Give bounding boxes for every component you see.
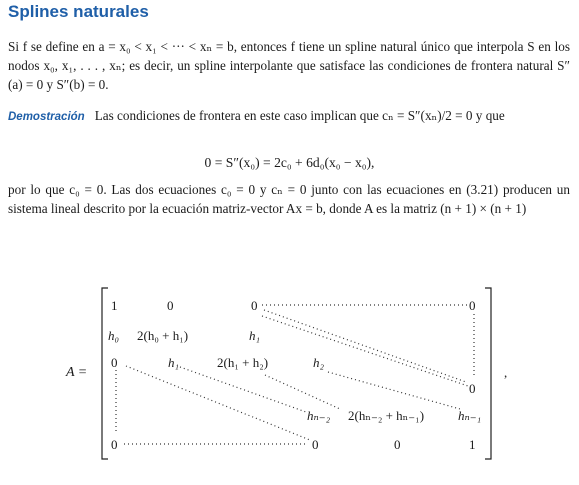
entry-r1c3: 0	[251, 298, 258, 313]
theorem-statement: Si f se define en a = x₀ < x₁ < ··· < xₙ = b, entonces f tiene un spline natural único que interpola S en los nodos x₀, x₁, . . . , xₙ; es decir, un spline interpolante que satisface las condiciones de frontera natural S″(a) = 0 y S″(b) = 0.	[8, 39, 570, 92]
dots-diagonal-6	[328, 372, 460, 409]
entry-r4c3: hₙ₋₁	[458, 408, 482, 423]
entry-r4c2: 2(hₙ₋₂ + hₙ₋₁)	[348, 408, 425, 423]
dots-diagonal-3	[265, 375, 340, 409]
matrix-trailing-comma: ,	[504, 365, 508, 380]
entry-r1c1: 1	[111, 298, 118, 313]
proof-continuation: por lo que c₀ = 0. Las dos ecuaciones c₀ = 0 y cₙ = 0 junto con las ecuaciones en (3.21) producen un sistema lineal descrito por la ecuación matriz-vector Ax = b, donde A es la matriz (n + 1) × (n + 1)	[8, 182, 570, 216]
matrix-A	[0, 282, 579, 467]
dots-diagonal-4	[264, 310, 466, 382]
entry-r4c1: hₙ₋₂	[307, 408, 331, 423]
matrix-brackets-and-dots	[0, 282, 579, 467]
proof-text-1: Las condiciones de frontera en este caso implican que cₙ = S″(xₙ)/2 = 0 y que	[94, 108, 505, 123]
matrix-lhs: A =	[66, 365, 88, 380]
dots-diagonal-2	[180, 367, 306, 412]
entry-r5c1: 0	[111, 437, 118, 452]
left-bracket	[102, 288, 108, 459]
proof-label: Demostración	[8, 111, 85, 123]
entry-r5c2: 0	[312, 437, 319, 452]
dots-diagonal-5	[262, 316, 468, 386]
boundary-equation: 0 = S″(x₀) = 2c₀ + 6d₀(x₀ − x₀),	[204, 155, 375, 170]
entry-r3c2: h₁	[168, 355, 180, 370]
entry-r1c-last: 0	[469, 298, 476, 313]
entry-r3c3: 2(h₁ + h₂)	[217, 355, 269, 370]
entry-r3c-last: 0	[469, 381, 476, 396]
entry-r2c2: 2(h₀ + h₁)	[137, 328, 189, 343]
entry-r1c2: 0	[167, 298, 174, 313]
entry-r3c4: h₂	[313, 355, 325, 370]
entry-r5c3: 0	[394, 437, 401, 452]
section-title: Splines naturales	[8, 2, 149, 21]
entry-r5c4: 1	[469, 437, 476, 452]
entry-r3c1: 0	[111, 355, 118, 370]
entry-r2c1: h₀	[108, 328, 120, 343]
entry-r2c3: h₁	[249, 328, 261, 343]
right-bracket	[485, 288, 491, 459]
proof-paragraph	[8, 106, 570, 127]
